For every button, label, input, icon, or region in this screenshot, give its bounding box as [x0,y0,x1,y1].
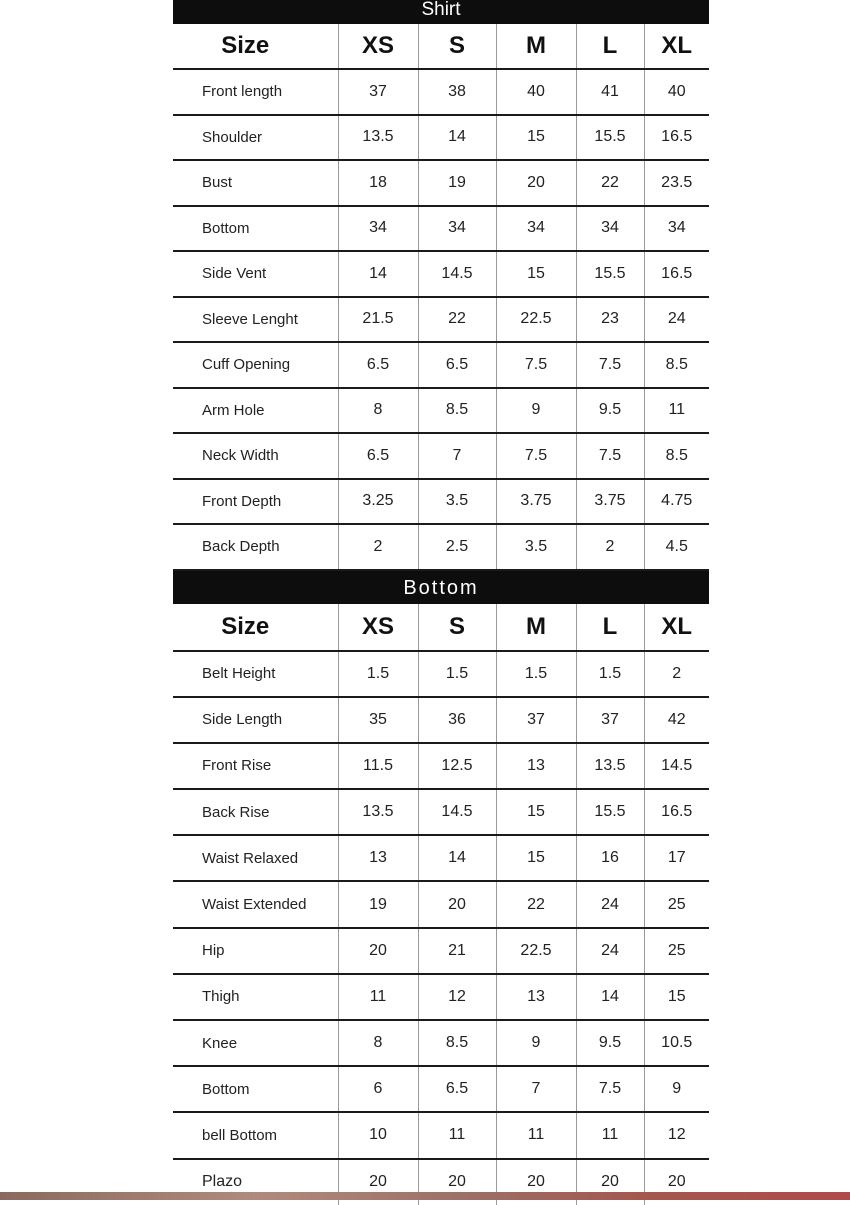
table-row [173,1112,709,1158]
column-header-s: S [418,24,496,69]
table-row [173,1066,709,1112]
measurement-label: Bottom [173,1066,338,1112]
measurement-value: 10 [338,1112,418,1158]
measurement-value: 34 [338,206,418,252]
measurement-value: 2.5 [418,524,496,570]
column-header-xl: XL [644,604,709,651]
measurement-value: 20 [496,160,576,206]
measurement-label: Back Depth [173,524,338,570]
measurement-label: Bust [173,160,338,206]
column-header-size: Size [173,24,338,69]
measurement-value: 8.5 [418,388,496,434]
column-header-m: M [496,24,576,69]
measurement-value: 21.5 [338,297,418,343]
column-header-xs: XS [338,604,418,651]
measurement-value: 22.5 [496,297,576,343]
measurement-value: 24 [576,928,644,974]
bottom-section-title: Bottom [173,571,709,604]
measurement-label: Side Length [173,697,338,743]
measurement-value: 20 [418,1159,496,1205]
column-header-m: M [496,604,576,651]
measurement-value: 7.5 [496,342,576,388]
measurement-value: 11.5 [338,743,418,789]
measurement-value: 13.5 [338,115,418,161]
measurement-value: 17 [644,835,709,881]
table-row [173,388,709,434]
measurement-label: Belt Height [173,651,338,697]
measurement-label: bell Bottom [173,1112,338,1158]
column-header-l: L [576,604,644,651]
table-row [173,974,709,1020]
measurement-value: 6 [338,1066,418,1112]
measurement-value: 8.5 [644,342,709,388]
measurement-label: Front length [173,69,338,115]
measurement-value: 13 [496,974,576,1020]
table-row [173,297,709,343]
measurement-value: 15 [496,835,576,881]
measurement-value: 3.5 [496,524,576,570]
measurement-value: 12 [644,1112,709,1158]
measurement-value: 1.5 [576,651,644,697]
measurement-value: 25 [644,881,709,927]
measurement-value: 6.5 [338,342,418,388]
measurement-value: 6.5 [418,342,496,388]
column-header-xl: XL [644,24,709,69]
table-row [173,1020,709,1066]
table-row [173,928,709,974]
photo-edge-strip [0,1192,850,1200]
measurement-value: 22 [418,297,496,343]
table-row [173,524,709,570]
measurement-value: 9.5 [576,388,644,434]
shirt-section-title: Shirt [173,0,709,24]
table-row [173,115,709,161]
measurement-value: 15.5 [576,251,644,297]
measurement-value: 7.5 [576,1066,644,1112]
measurement-value: 11 [418,1112,496,1158]
measurement-value: 21 [418,928,496,974]
measurement-label: Knee [173,1020,338,1066]
table-row [173,789,709,835]
measurement-value: 9 [496,1020,576,1066]
measurement-value: 12 [418,974,496,1020]
measurement-value: 36 [418,697,496,743]
measurement-value: 37 [338,69,418,115]
measurement-value: 20 [576,1159,644,1205]
measurement-label: Sleeve Lenght [173,297,338,343]
table-row [173,206,709,252]
measurement-value: 2 [338,524,418,570]
column-header-size: Size [173,604,338,651]
shirt-size-table [173,24,709,571]
measurement-label: Shoulder [173,115,338,161]
table-header-row [173,24,709,69]
measurement-value: 1.5 [496,651,576,697]
table-row [173,881,709,927]
table-row [173,251,709,297]
measurement-value: 8 [338,388,418,434]
measurement-value: 41 [576,69,644,115]
column-header-l: L [576,24,644,69]
size-chart [173,0,709,1205]
table-row [173,835,709,881]
measurement-value: 11 [644,388,709,434]
measurement-value: 1.5 [338,651,418,697]
table-row [173,743,709,789]
measurement-value: 3.5 [418,479,496,525]
column-header-s: S [418,604,496,651]
column-header-xs: XS [338,24,418,69]
measurement-value: 9 [496,388,576,434]
measurement-value: 37 [496,697,576,743]
measurement-label: Waist Relaxed [173,835,338,881]
measurement-value: 4.5 [644,524,709,570]
measurement-value: 22.5 [496,928,576,974]
measurement-label: Back Rise [173,789,338,835]
measurement-label: Neck Width [173,433,338,479]
measurement-value: 13 [496,743,576,789]
measurement-value: 7.5 [576,433,644,479]
measurement-value: 16.5 [644,789,709,835]
measurement-value: 24 [644,297,709,343]
measurement-value: 16.5 [644,115,709,161]
measurement-value: 14 [418,835,496,881]
measurement-value: 25 [644,928,709,974]
table-row [173,651,709,697]
measurement-value: 6.5 [418,1066,496,1112]
measurement-label: Arm Hole [173,388,338,434]
measurement-value: 34 [418,206,496,252]
measurement-value: 37 [576,697,644,743]
measurement-value: 14.5 [418,789,496,835]
measurement-value: 2 [644,651,709,697]
measurement-label: Front Depth [173,479,338,525]
measurement-value: 19 [418,160,496,206]
measurement-value: 8.5 [644,433,709,479]
measurement-value: 15.5 [576,115,644,161]
measurement-value: 38 [418,69,496,115]
measurement-value: 7.5 [576,342,644,388]
measurement-value: 14.5 [418,251,496,297]
measurement-label: Cuff Opening [173,342,338,388]
measurement-value: 15 [496,115,576,161]
bottom-size-table [173,604,709,1205]
measurement-value: 19 [338,881,418,927]
measurement-value: 18 [338,160,418,206]
measurement-value: 22 [496,881,576,927]
measurement-label: Front Rise [173,743,338,789]
measurement-value: 14 [418,115,496,161]
measurement-value: 14.5 [644,743,709,789]
measurement-value: 9 [644,1066,709,1112]
measurement-value: 16.5 [644,251,709,297]
measurement-value: 40 [644,69,709,115]
measurement-value: 22 [576,160,644,206]
measurement-value: 34 [644,206,709,252]
measurement-value: 40 [496,69,576,115]
measurement-value: 8 [338,1020,418,1066]
measurement-value: 14 [576,974,644,1020]
measurement-value: 9.5 [576,1020,644,1066]
measurement-value: 2 [576,524,644,570]
measurement-value: 3.75 [496,479,576,525]
measurement-value: 13.5 [576,743,644,789]
measurement-label: Thigh [173,974,338,1020]
table-row [173,433,709,479]
measurement-value: 15.5 [576,789,644,835]
measurement-value: 7.5 [496,433,576,479]
measurement-value: 16 [576,835,644,881]
table-row [173,697,709,743]
measurement-value: 1.5 [418,651,496,697]
measurement-label: Hip [173,928,338,974]
measurement-label: Waist Extended [173,881,338,927]
measurement-value: 20 [496,1159,576,1205]
measurement-value: 20 [418,881,496,927]
table-row [173,342,709,388]
measurement-value: 15 [496,789,576,835]
measurement-value: 6.5 [338,433,418,479]
measurement-value: 8.5 [418,1020,496,1066]
table-row [173,160,709,206]
measurement-value: 15 [496,251,576,297]
measurement-value: 3.25 [338,479,418,525]
measurement-value: 11 [338,974,418,1020]
measurement-value: 24 [576,881,644,927]
measurement-value: 13.5 [338,789,418,835]
table-header-row [173,604,709,651]
measurement-value: 34 [576,206,644,252]
measurement-value: 34 [496,206,576,252]
measurement-value: 20 [338,1159,418,1205]
measurement-value: 23 [576,297,644,343]
measurement-value: 42 [644,697,709,743]
measurement-value: 15 [644,974,709,1020]
measurement-label: Side Vent [173,251,338,297]
measurement-label: Plazo [202,1173,243,1191]
measurement-value: 13 [338,835,418,881]
measurement-value: 7 [496,1066,576,1112]
measurement-label: Bottom [173,206,338,252]
measurement-value: 14 [338,251,418,297]
measurement-value: 10.5 [644,1020,709,1066]
measurement-value: 35 [338,697,418,743]
measurement-value: 20 [644,1159,709,1205]
measurement-value: 20 [338,928,418,974]
measurement-value: 7 [418,433,496,479]
measurement-value: 3.75 [576,479,644,525]
measurement-value: 12.5 [418,743,496,789]
measurement-value: 11 [496,1112,576,1158]
table-row [173,479,709,525]
measurement-value: 4.75 [644,479,709,525]
measurement-value: 11 [576,1112,644,1158]
table-row [173,69,709,115]
measurement-value: 23.5 [644,160,709,206]
